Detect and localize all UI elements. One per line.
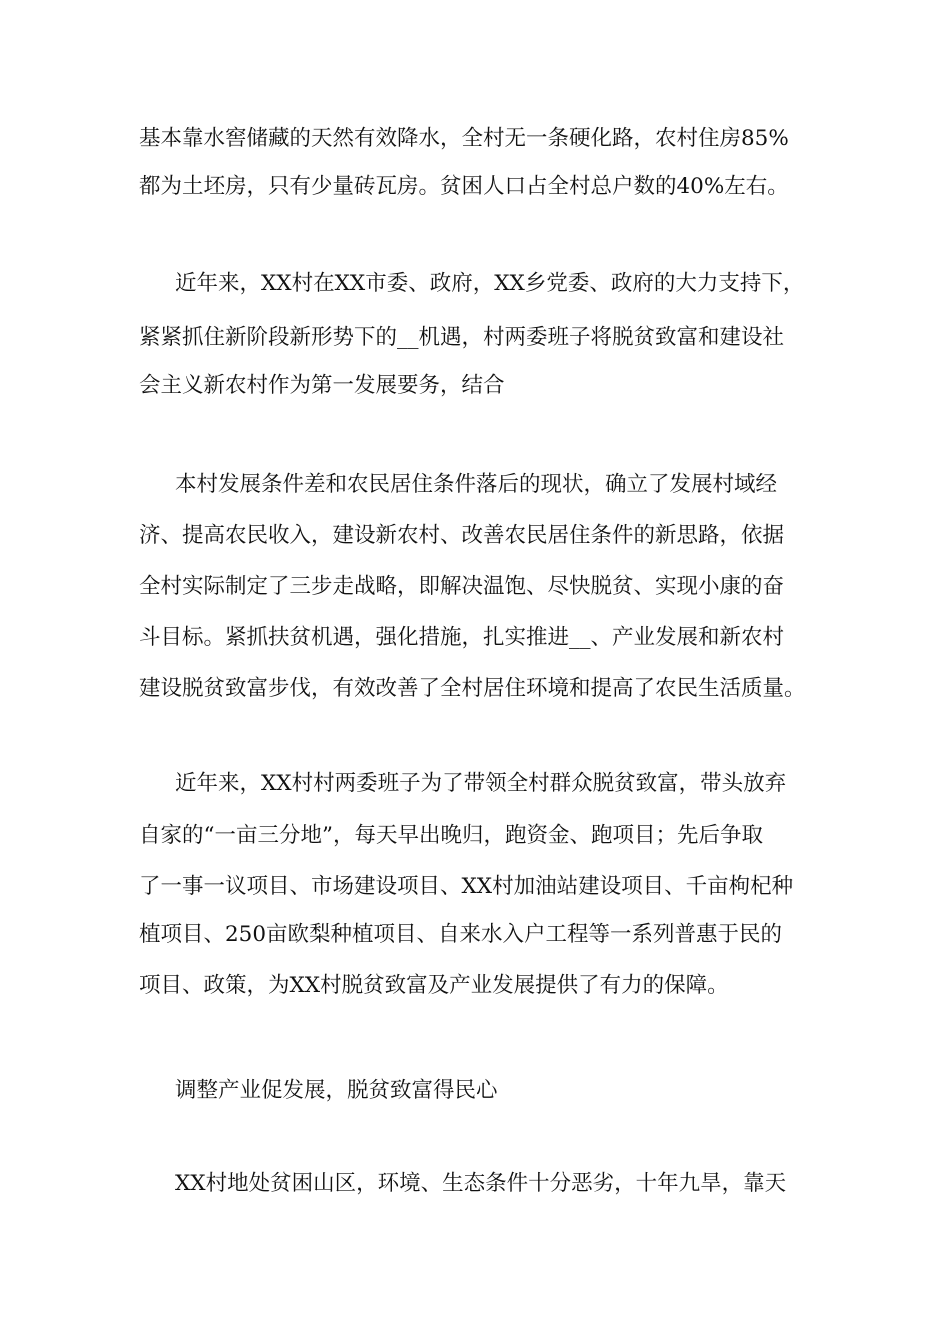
paragraph-2-line-2: 紧紧抓住新阶段新形势下的__机遇，村两委班子将脱贫致富和建设社 <box>139 325 785 350</box>
paragraph-1-line-1: 基本靠水窖储藏的天然有效降水，全村无一条硬化路，农村住房85% <box>139 126 789 151</box>
paragraph-4-line-4: 植项目、250亩欧梨种植项目、自来水入户工程等一系列普惠于民的 <box>139 922 783 947</box>
paragraph-3-line-4: 斗目标。紧抓扶贫机遇，强化措施，扎实推进__、产业发展和新农村 <box>139 625 785 650</box>
paragraph-5-line-1: XX村地处贫困山区，环境、生态条件十分恶劣，十年九旱，靠天 <box>175 1171 787 1196</box>
section-heading: 调整产业促发展，脱贫致富得民心 <box>175 1078 498 1103</box>
paragraph-1-line-2: 都为土坯房，只有少量砖瓦房。贫困人口占全村总户数的40%左右。 <box>139 174 789 199</box>
paragraph-4-line-5: 项目、政策，为XX村脱贫致富及产业发展提供了有力的保障。 <box>139 973 729 998</box>
paragraph-3-line-2: 济、提高农民收入，建设新农村、改善农民居住条件的新思路，依据 <box>139 523 785 548</box>
paragraph-2-line-3: 会主义新农村作为第一发展要务，结合 <box>139 373 505 398</box>
paragraph-3-line-1: 本村发展条件差和农民居住条件落后的现状，确立了发展村域经 <box>175 472 778 497</box>
paragraph-4-line-2: 自家的“一亩三分地”，每天早出晚归，跑资金、跑项目；先后争取 <box>139 823 763 848</box>
paragraph-3-line-5: 建设脱贫致富步伐，有效改善了全村居住环境和提高了农民生活质量。 <box>139 676 806 701</box>
paragraph-2-line-1: 近年来，XX村在XX市委、政府，XX乡党委、政府的大力支持下， <box>175 271 805 296</box>
paragraph-3-line-3: 全村实际制定了三步走战略，即解决温饱、尽快脱贫、实现小康的奋 <box>139 574 785 599</box>
paragraph-4-line-1: 近年来，XX村村两委班子为了带领全村群众脱贫致富，带头放弃 <box>175 771 787 796</box>
paragraph-4-line-3: 了一事一议项目、市场建设项目、XX村加油站建设项目、千亩枸杞种 <box>139 874 794 899</box>
